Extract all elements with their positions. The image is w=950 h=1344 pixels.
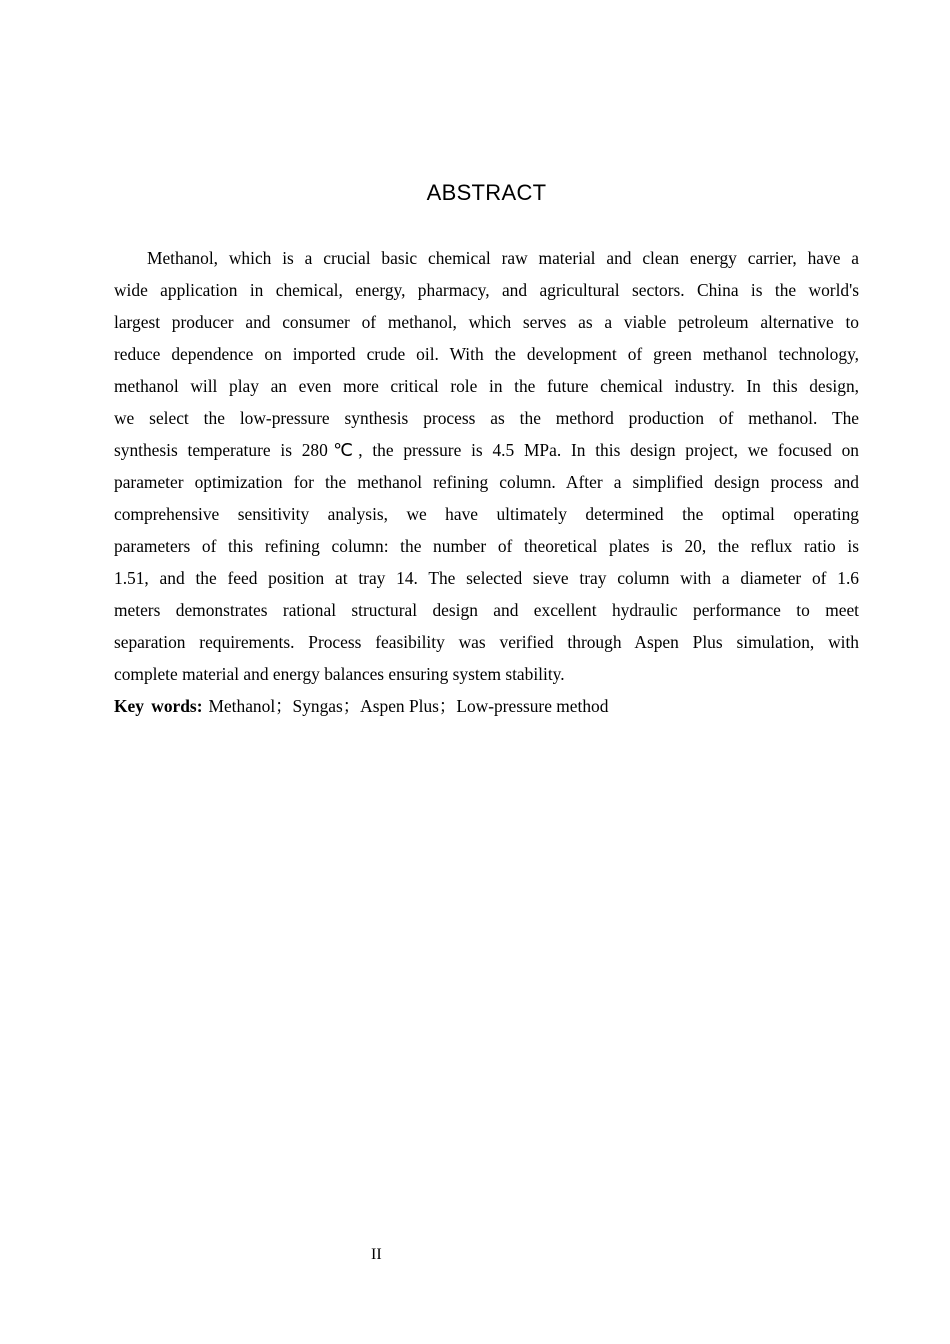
abstract-line: separation requirements. Process feasibility was verified through Aspen Plus simulation, with	[114, 632, 859, 652]
abstract-line: Methanol, which is a crucial basic chemical raw material and clean energy carrier, have a	[147, 248, 859, 268]
abstract-body	[114, 242, 859, 690]
abstract-line: meters demonstrates rational structural design and excellent hydraulic performance to meet	[114, 600, 859, 620]
page-number: II	[371, 1246, 382, 1263]
abstract-paragraph	[114, 242, 859, 690]
abstract-line: largest producer and consumer of methanol, which serves as a viable petroleum alternative to	[114, 312, 859, 332]
abstract-line: wide application in chemical, energy, pharmacy, and agricultural sectors. China is the world's	[114, 280, 859, 300]
abstract-line: methanol will play an even more critical role in the future chemical industry. In this design,	[114, 376, 859, 396]
abstract-line: parameters of this refining column: the number of theoretical plates is 20, the reflux ratio is	[114, 536, 859, 556]
abstract-line: comprehensive sensitivity analysis, we have ultimately determined the optimal operating	[114, 504, 859, 524]
abstract-line: we select the low-pressure synthesis process as the methord production of methanol. The	[114, 408, 859, 428]
abstract-line: 1.51, and the feed position at tray 14. The selected sieve tray column with a diameter of 1.6	[114, 568, 859, 588]
abstract-line: parameter optimization for the methanol refining column. After a simplified design process and	[114, 472, 859, 492]
keywords-line	[114, 690, 859, 722]
abstract-line: complete material and energy balances ensuring system stability.	[114, 664, 565, 684]
abstract-line: reduce dependence on imported crude oil. With the development of green methanol technology,	[114, 344, 859, 364]
keywords-label: Key words:	[114, 696, 203, 716]
keywords-value: Methanol；Syngas；Aspen Plus；Low-pressure method	[208, 696, 609, 716]
abstract-line: synthesis temperature is 280℃, the pressure is 4.5 MPa. In this design project, we focused on	[114, 440, 859, 460]
abstract-title: ABSTRACT	[426, 180, 547, 205]
